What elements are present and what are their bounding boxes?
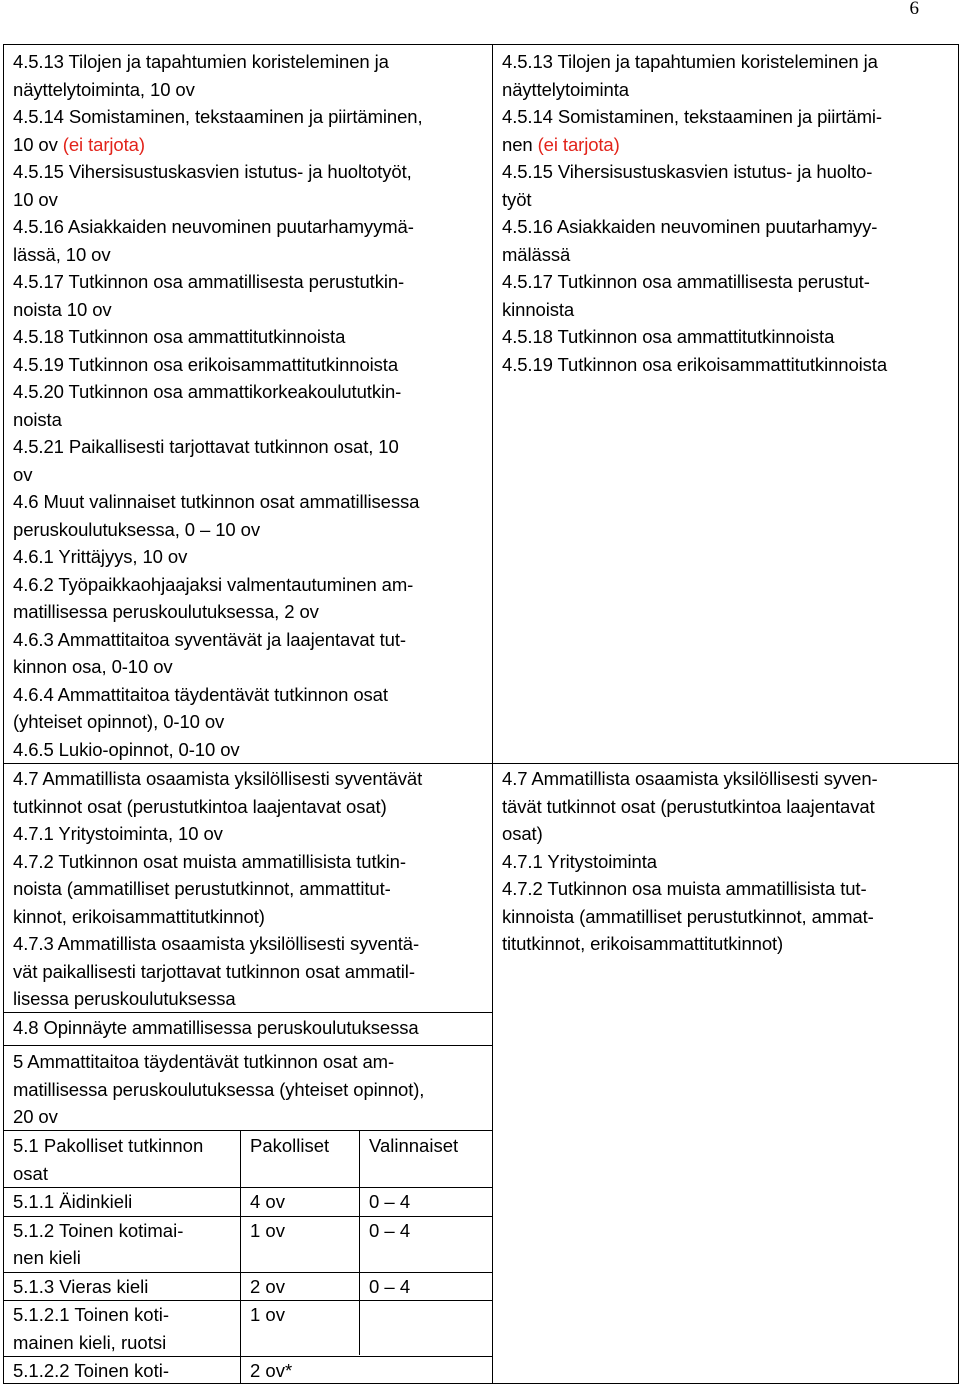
text-line-content: 4.5.19 Tutkinnon osa erikoisammattitutkinnoista [13,353,399,375]
text-line [13,488,423,516]
text-line [502,296,887,324]
text-line [502,903,878,931]
text-line [13,461,423,489]
text-line [13,848,422,876]
text-line [502,351,887,379]
table-cell-mandatory: 2 ov* [250,1360,293,1381]
text-line [502,48,887,76]
text-line-content: nen [502,133,538,155]
table-cell-line: mainen kieli, ruotsi [13,1331,167,1353]
text-line-content: 4.5.13 Tilojen ja tapahtumien koristeleminen ja [502,51,878,72]
text-line-content: kinnoista [502,298,575,320]
table-cell-optional: 0 – 4 [369,1191,411,1212]
text-line [13,958,422,986]
text-line [502,76,887,104]
table-header-mandatory: Pakolliset [250,1135,330,1156]
table-cell-optional: 0 – 4 [369,1275,411,1297]
text-line-content: 4.5.16 Asiakkaiden neuvominen puutarhamyy- [502,216,878,237]
table-cell-line: 5.1.1 Äidinkieli [13,1191,133,1212]
text-line [13,736,423,764]
text-line [13,626,423,654]
text-line-content: työt [502,188,532,210]
text-line-content: näyttelytoiminta [502,78,629,100]
text-line-content: noista 10 ov [13,298,112,320]
text-line [13,76,423,104]
text-line-content: kinnot, erikoisammattitutkinnot) [13,905,265,927]
not-offered-note: (ei tarjota) [62,133,145,155]
table-cell-line: osat [13,1162,48,1184]
table-cell-line: 5.1.2.1 Toinen koti- [13,1304,169,1325]
row-divider [4,763,959,764]
text-line [13,708,423,736]
text-line [13,1048,424,1076]
text-line-content: 4.7 Ammatillista osaamista yksilöllisesti syven- [502,768,878,789]
table-cell-line: 5.1.3 Vieras kieli [13,1275,149,1297]
text-line [13,681,423,709]
text-line-content: 4.6.5 Lukio-opinnot, 0-10 ov [13,738,240,760]
text-line-content: 4.6.3 Ammattitaitoa syventävät ja laajentavat tut- [13,628,406,650]
comparison-table [3,44,959,1384]
text-line [13,131,423,159]
text-line [13,571,423,599]
text-line-content: 4.5.21 Paikallisesti tarjottavat tutkinnon osat, 10 [13,436,399,457]
text-line [13,793,422,821]
text-line [502,158,887,186]
table-cell-mandatory: 1 ov [250,1219,285,1241]
text-line [13,985,422,1013]
text-line [502,930,878,958]
text-line [13,598,423,626]
text-line [502,820,878,848]
left-column-section-4-5 [13,48,423,763]
text-line [13,296,423,324]
text-line [502,213,887,241]
text-line [13,406,423,434]
row-divider [4,1045,492,1046]
text-line [13,765,422,793]
text-line-content: 5 Ammattitaitoa täydentävät tutkinnon osat am- [13,1051,395,1072]
text-line [13,1076,424,1104]
text-line [13,930,422,958]
text-line-content: 20 ov [13,1106,58,1127]
text-line-content: 4.5.17 Tutkinnon osa ammatillisesta perustutkin- [13,271,405,292]
table-column-divider [240,1131,241,1383]
text-line [13,158,423,186]
text-line [13,433,423,461]
table-column-divider [359,1131,360,1355]
text-line [13,653,423,681]
text-line [13,820,422,848]
table-cell-subject [13,1188,132,1216]
text-line-content: 4.5.14 Somistaminen, tekstaaminen ja piirtämi- [502,106,882,127]
text-line-content: mälässä [502,243,571,265]
text-line [13,351,423,379]
table-cell-subject [13,1217,183,1272]
left-column-section-5 [13,1048,424,1131]
table-cell-subject [13,1273,148,1301]
not-offered-note: (ei tarjota) [537,133,620,155]
table-cell-subject [13,1301,169,1356]
text-line [13,875,422,903]
table-header-subject [13,1132,203,1187]
text-line-content: lisessa peruskoulutuksessa [13,988,236,1009]
text-line-content: 4.7.1 Yritystoiminta, 10 ov [13,823,223,844]
right-column-section-4-5 [502,48,887,378]
text-line-content: 4.6.4 Ammattitaitoa täydentävät tutkinnon osat [13,683,388,705]
text-line [13,213,423,241]
column-divider [492,45,493,1383]
table-cell-optional: 0 – 4 [369,1219,411,1241]
table-cell-mandatory: 4 ov [250,1191,285,1212]
text-line-content: titutkinnot, erikoisammattitutkinnot) [502,933,784,954]
text-line [13,378,423,406]
text-line-content: 4.7.2 Tutkinnon osa muista ammatillisista tut- [502,878,867,899]
text-line [502,268,887,296]
text-line-content: 4.8 Opinnäyte ammatillisessa peruskoulutuksessa [13,1017,419,1038]
text-line-content: tutkinnot osat (perustutkintoa laajentavat osat) [13,795,387,817]
text-line-content: näyttelytoiminta, 10 ov [13,78,195,100]
text-line [13,241,423,269]
text-line [13,1014,419,1042]
table-cell-mandatory: 2 ov [250,1275,285,1297]
text-line [13,186,423,214]
text-line-content: kinnoista (ammatilliset perustutkinnot, ammat- [502,905,874,927]
text-line [502,765,878,793]
table-cell-line: 5.1 Pakolliset tutkinnon [13,1135,204,1156]
text-line-content: noista [13,408,62,430]
text-line-content: ov [13,463,33,485]
table-cell-line: 5.1.2 Toinen kotimai- [13,1219,184,1241]
table-cell-line: nen kieli [13,1247,81,1268]
text-line-content: 4.5.16 Asiakkaiden neuvominen puutarhamyymä- [13,216,414,237]
text-line-content: 4.5.17 Tutkinnon osa ammatillisesta perustut- [502,271,870,292]
text-line-content: osat) [502,823,543,844]
text-line [13,48,423,76]
text-line-content: 4.5.19 Tutkinnon osa erikoisammattitutkinnoista [502,353,888,375]
text-line-content: 10 ov [13,133,63,155]
text-line-content: matillisessa peruskoulutuksessa, 2 ov [13,601,319,622]
text-line-content: kinnon osa, 0-10 ov [13,656,173,677]
text-line [502,875,878,903]
text-line-content: 4.6 Muut valinnaiset tutkinnon osat ammatillisessa [13,491,420,512]
table-cell-line: 5.1.2.2 Toinen koti- [13,1360,169,1381]
right-column-section-4-7 [502,765,878,958]
left-column-section-4-7 [13,765,422,1013]
text-line-content: 4.5.20 Tutkinnon osa ammattikorkeakoulututkin- [13,381,402,402]
text-line-content: peruskoulutuksessa, 0 – 10 ov [13,518,261,540]
text-line-content: 4.5.15 Vihersisustuskasvien istutus- ja huolto- [502,161,873,182]
text-line [13,516,423,544]
text-line [13,103,423,131]
text-line [502,241,887,269]
text-line [13,1103,424,1131]
text-line-content: (yhteiset opinnot), 0-10 ov [13,711,225,732]
text-line-content: 4.5.15 Vihersisustuskasvien istutus- ja huoltotyöt, [13,161,412,182]
text-line-content: 4.5.18 Tutkinnon osa ammattitutkinnoista [502,326,835,347]
text-line-content: 4.7.2 Tutkinnon osat muista ammatillisista tutkin- [13,850,406,872]
text-line-content: 4.5.14 Somistaminen, tekstaaminen ja piirtäminen, [13,106,423,127]
text-line [13,543,423,571]
text-line-content: tävät tutkinnot osat (perustutkintoa laajentavat [502,795,875,817]
text-line-content: 4.7.3 Ammatillista osaamista yksilöllisesti syventä- [13,933,420,954]
text-line-content: 4.7.1 Yritystoiminta [502,850,657,872]
table-cell-mandatory: 1 ov [250,1304,285,1325]
text-line-content: vät paikallisesti tarjottavat tutkinnon osat ammatil- [13,960,415,982]
text-line [13,903,422,931]
text-line-content: noista (ammatilliset perustutkinnot, ammattitut- [13,878,391,899]
text-line [502,131,887,159]
text-line-content: 4.5.18 Tutkinnon osa ammattitutkinnoista [13,326,346,347]
text-line [502,186,887,214]
text-line [13,323,423,351]
text-line-content: 10 ov [13,188,58,210]
text-line-content: matillisessa peruskoulutuksessa (yhteiset opinnot), [13,1078,425,1100]
row-divider [4,1130,492,1131]
text-line-content: 4.7 Ammatillista osaamista yksilöllisesti syventävät [13,768,423,789]
text-line [502,323,887,351]
text-line [502,848,878,876]
text-line [502,103,887,131]
page-number: 6 [909,0,919,19]
text-line-content: 4.5.13 Tilojen ja tapahtumien koristeleminen ja [13,51,389,72]
text-line [502,793,878,821]
text-line-content: lässä, 10 ov [13,243,111,265]
table-header-optional: Valinnaiset [369,1135,459,1156]
text-line [13,268,423,296]
text-line-content: 4.6.2 Työpaikkaohjaajaksi valmentautuminen am- [13,573,414,595]
text-line-content: 4.6.1 Yrittäjyys, 10 ov [13,546,188,567]
table-cell-subject [13,1357,169,1385]
left-column-section-4-8 [13,1014,419,1042]
